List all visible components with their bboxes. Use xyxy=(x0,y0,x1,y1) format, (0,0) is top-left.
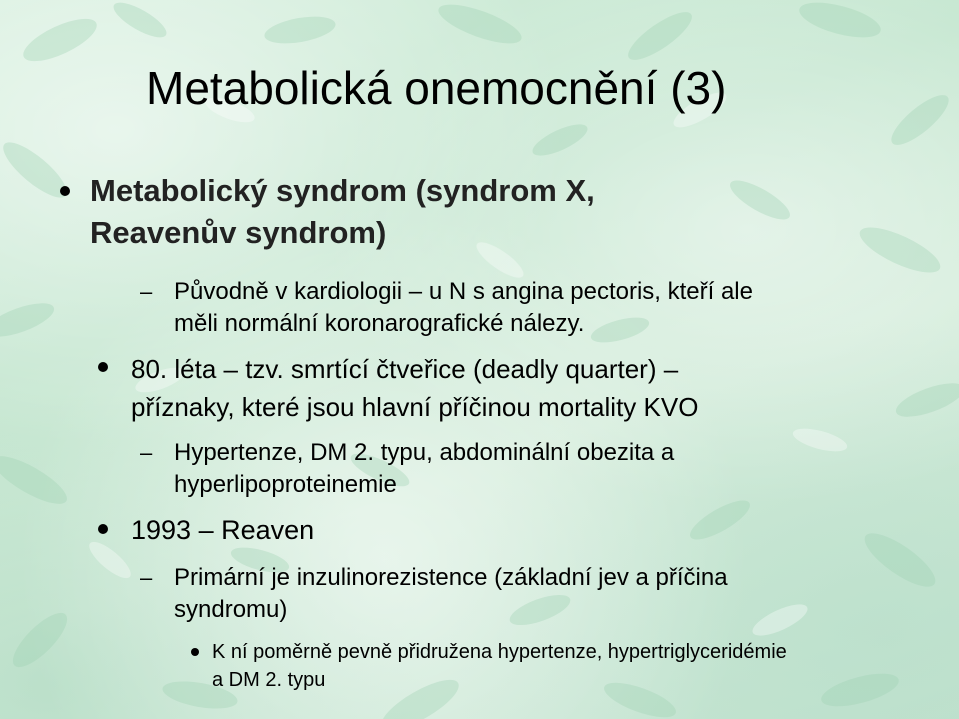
text-line: Metabolický syndrom (syndrom X, xyxy=(90,173,595,208)
bullet-deadly-quartet xyxy=(131,350,931,426)
dash-icon: – xyxy=(140,440,153,465)
dash-icon: – xyxy=(140,279,153,304)
text-line: syndromu) xyxy=(174,596,288,623)
text-line: Reavenův syndrom) xyxy=(90,215,387,250)
dash-icon: – xyxy=(140,565,153,590)
bullet-icon xyxy=(98,362,108,372)
text-line: a DM 2. typu xyxy=(212,669,326,691)
subbullet-insulin-resistance xyxy=(174,562,934,626)
slide-title: Metabolická onemocnění (3) xyxy=(146,62,727,114)
subbullet-hypertension-list xyxy=(174,437,934,501)
text-line: Primární je inzulinorezistence (základní jev a příčina xyxy=(174,564,728,591)
bullet-icon xyxy=(98,524,108,534)
bullet-metabolic-syndrome xyxy=(90,170,910,254)
text-line: měli normální koronarografické nálezy. xyxy=(174,310,585,337)
bullet-icon xyxy=(191,648,199,656)
text-line: Původně v kardiologii – u N s angina pectoris, kteří ale xyxy=(174,278,753,305)
text-line: Hypertenze, DM 2. typu, abdominální obezita a xyxy=(174,439,675,466)
bullet-icon xyxy=(60,186,70,196)
text-line: 80. léta – tzv. smrtící čtveřice (deadly quarter) – xyxy=(131,354,679,384)
text-line: K ní poměrně pevně přidružena hypertenze, hypertriglyceridémie xyxy=(212,641,787,663)
subsubbullet-associated-conditions xyxy=(212,638,932,694)
subbullet-cardiology-origin xyxy=(174,276,934,340)
text-line: hyperlipoproteinemie xyxy=(174,471,397,498)
text-line: příznaky, které jsou hlavní příčinou mortality KVO xyxy=(131,392,699,422)
text-line: 1993 – Reaven xyxy=(131,515,315,545)
bullet-reaven-1993 xyxy=(131,511,931,549)
